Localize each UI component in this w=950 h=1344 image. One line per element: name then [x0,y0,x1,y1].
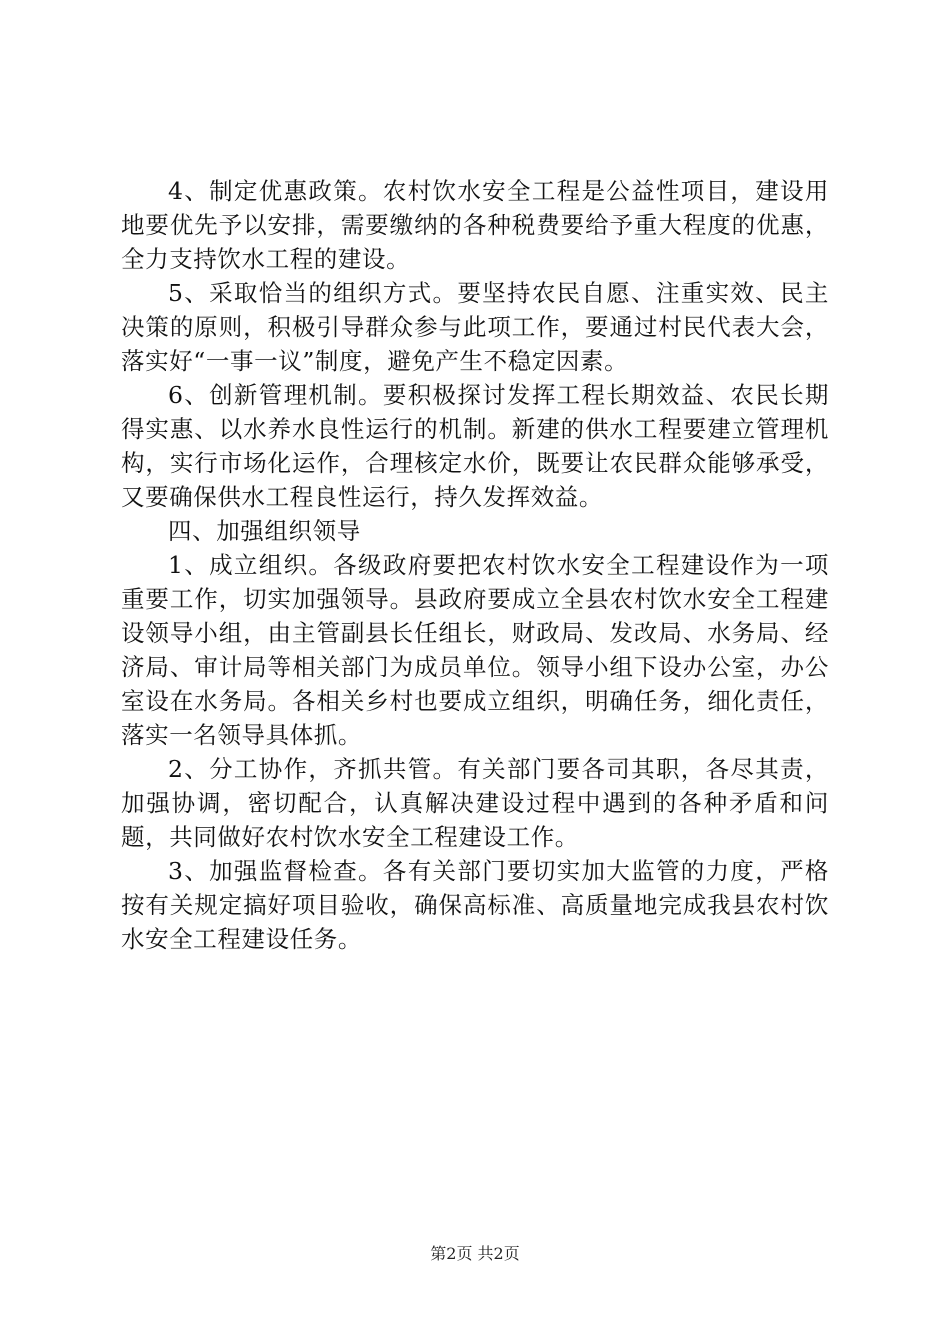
paragraph-establish-organization: 1、成立组织。各级政府要把农村饮水安全工程建设作为一项重要工作，切实加强领导。县政府要成立全县农村饮水安全工程建设领导小组，由主管副县长任组长，财政局、发改局、水务局、经济局、审计局等相关部门为成员单位。领导小组下设办公室，办公室设在水务局。各相关乡村也要成立组织，明确任务，细化责任，落实一名领导具体抓。 [121,551,829,749]
section-heading-leadership: 四、加强组织领导 [168,517,361,545]
paragraph-management-mechanism: 6、创新管理机制。要积极探讨发挥工程长期效益、农民长期得实惠、以水养水良性运行的机制。新建的供水工程要建立管理机构，实行市场化运作，合理核定水价，既要让农民群众能够承受，又要确保供水工程良性运行，持久发挥效益。 [121,381,829,511]
paragraph-division-cooperation: 2、分工协作，齐抓共管。有关部门要各司其职，各尽其责，加强协调，密切配合，认真解决建设过程中遇到的各种矛盾和问题，共同做好农村饮水安全工程建设工作。 [121,755,829,851]
paragraph-preferential-policy: 4、制定优惠政策。农村饮水安全工程是公益性项目，建设用地要优先予以安排，需要缴纳的各种税费要给予重大程度的优惠，全力支持饮水工程的建设。 [121,177,829,273]
paragraph-supervision-inspection: 3、加强监督检查。各有关部门要切实加大监管的力度，严格按有关规定搞好项目验收，确保高标准、高质量地完成我县农村饮水安全工程建设任务。 [121,857,829,953]
page-footer: 第2页 共2页 [430,1244,520,1263]
document-body [121,174,829,956]
paragraph-organization-method: 5、采取恰当的组织方式。要坚持农民自愿、注重实效、民主决策的原则，积极引导群众参与此项工作，要通过村民代表大会，落实好“一事一议”制度，避免产生不稳定因素。 [121,279,829,375]
